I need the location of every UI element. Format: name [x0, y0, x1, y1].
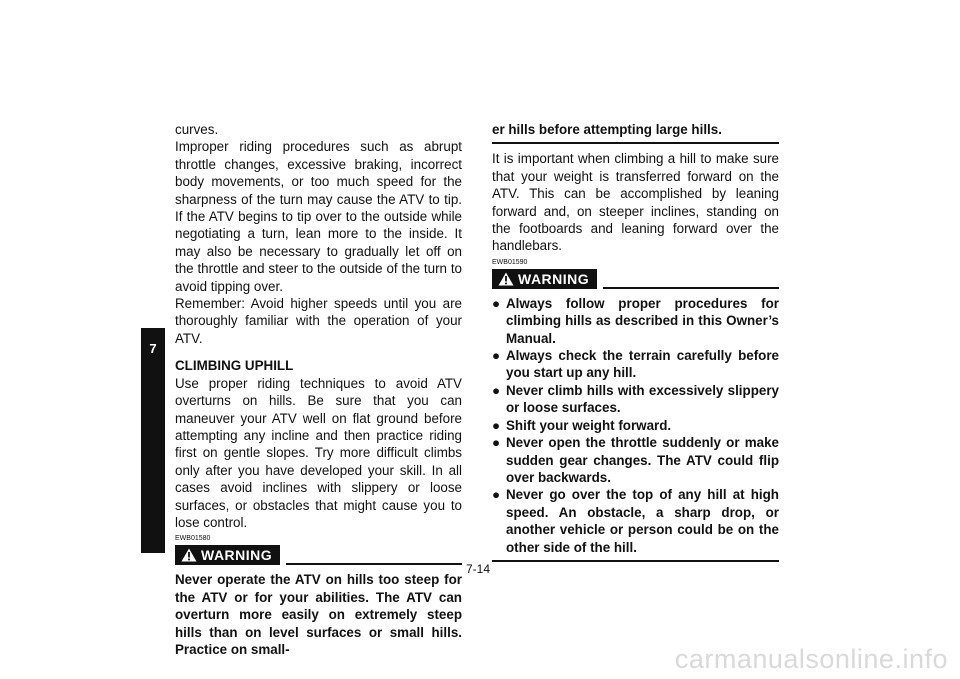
paragraph-curves: curves.: [175, 122, 219, 137]
warning-header: [492, 269, 779, 289]
right-column: [492, 121, 779, 562]
warning-text: Never operate the ATV on hills too steep for the ATV or for your abilities. The ATV can overturn more easily on extremely steep hills than on level surfaces or small hills. Practice on small-: [175, 572, 462, 657]
bullet-icon: ●: [492, 487, 501, 503]
paragraph-climbing: Use proper riding techniques to avoid ATV overturns on hills. Be sure that you can maneuver your ATV well on flat ground before attempting any incline and then practice riding first on gentle slopes. Try more difficult climbs only after you have developed your skill. In all cases avoid inclines with slippery or loose surfaces, or obstacles that might cause you to lose control.: [175, 375, 462, 530]
warning-end-rule: [492, 560, 779, 562]
paragraph-weight-transfer: It is important when climbing a hill to make sure that your weight is transferred forward on the ATV. This can be accomplished by leaning forward and, on steeper inclines, standing on the footboards and leaning forward over the handlebars.: [492, 151, 779, 254]
bullet-icon: ●: [492, 417, 501, 433]
bullet-icon: ●: [492, 382, 501, 398]
bullet-icon: ●: [492, 295, 501, 311]
left-column: [175, 121, 462, 658]
paragraph-remember: Remember: Avoid higher speeds until you are thoroughly familiar with the operation of your ATV.: [175, 296, 462, 346]
warning-continuation: er hills before attempting large hills.: [492, 122, 722, 137]
warning-header: [175, 545, 462, 565]
warning-triangle-icon: [498, 272, 514, 286]
list-item: ● Never climb hills with excessively slippery or loose surfaces.: [492, 382, 779, 416]
list-item: ● Shift your weight forward.: [492, 417, 672, 433]
page-number: 7-14: [465, 562, 491, 576]
list-item: ● Always follow proper procedures for climbing hills as described in this Owner’s Manual.: [492, 295, 779, 346]
section-heading-climbing-uphill: CLIMBING UPHILL: [175, 358, 294, 374]
list-item: ● Never go over the top of any hill at high speed. An obstacle, a sharp drop, or another vehicle or person could be on the other side of the hill.: [492, 487, 779, 555]
warning-code: EWB01590: [492, 258, 528, 266]
list-item: ● Always check the terrain carefully before you start up any hill.: [492, 348, 779, 381]
bullet-icon: ●: [492, 348, 501, 364]
warning-end-rule: [492, 142, 779, 144]
chapter-number: 7: [149, 341, 157, 356]
paragraph-improper-riding: Improper riding procedures such as abrupt throttle changes, excessive braking, incorrect body movements, or too much speed for the sharpness of the turn may cause the ATV to tip. If the ATV begins to tip over to the outside while negotiating a turn, lean more to the inside. It may also be necessary to gradually let off on the throttle and steer to the outside of the turn to avoid tipping over.: [175, 139, 462, 294]
warning-label-box: [492, 269, 597, 289]
warning-label: WARNING: [201, 547, 273, 564]
warning-rule: [286, 563, 462, 565]
warning-label: WARNING: [518, 270, 590, 287]
warning-code: EWB01580: [175, 535, 211, 543]
warning-bullet-list: [492, 295, 779, 556]
warning-triangle-icon: [181, 548, 197, 562]
bullet-icon: ●: [492, 435, 501, 451]
list-item: ● Never open the throttle suddenly or make sudden gear changes. The ATV could flip over backwards.: [492, 435, 779, 485]
chapter-tab: [141, 328, 165, 553]
warning-label-box: [175, 545, 280, 565]
warning-rule: [603, 287, 779, 289]
watermark: carmanualsonline.info: [674, 644, 948, 674]
